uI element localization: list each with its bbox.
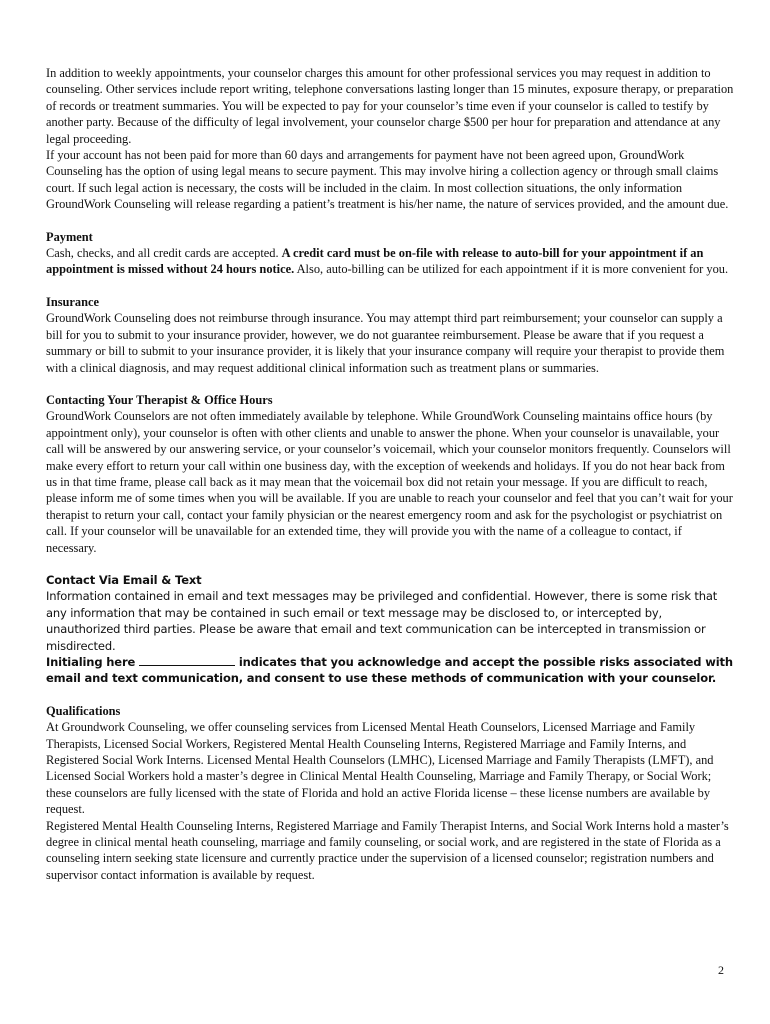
insurance-paragraph: GroundWork Counseling does not reimburse through insurance. You may attempt third part reimbursement; your counselor can supply a bill for you to submit to your insurance provider, however, we do not guarantee reimbursement. Please be aware that if you request a summary or bill to submit to your insurance provider, it is likely that your insurance company will require your therapist to provide them with a clinical diagnosis, and may request additional clinical information such as treatment plans or summaries. xyxy=(46,311,725,375)
payment-text-a: Cash, checks, and all credit cards are accepted. xyxy=(46,246,282,261)
page-number: 2 xyxy=(718,963,724,977)
email-initial-paragraph xyxy=(46,654,734,687)
email-heading: Contact Via Email & Text xyxy=(46,572,202,587)
initial-consent-text: indicates that you acknowledge and accept the possible risks associated with email and text communication, and consent to use these methods of communication with your counselor. xyxy=(46,655,733,686)
initial-blank-field[interactable] xyxy=(139,654,235,666)
contacting-paragraph: GroundWork Counselors are not often immediately available by telephone. While GroundWork Counseling maintains office hours (by appointment only), your counselor is often with other clients and unable to answer the phone. When your counselor is unavailable, your call will be answered by our answering service, or your counselor’s voicemail, which your counselor monitors frequently. Counselors will make every effort to return your call within one business day, with the exception of weekends and holidays. If you do not hear back from us in that time frame, please call back as it may mean that the voicemail box did not retain your message. If you are difficult to reach, please inform me of some times when you will be available. If you are unable to reach your counselor and feel that you can’t wait for your therapist to return your call, contact your family physician or the nearest emergency room and ask for the psychologist or psychiatrist on call. If your counselor will be unavailable for an extended time, they will provide you with the name of a colleague to contact, if necessary. xyxy=(46,409,733,555)
qualifications-paragraph-1: At Groundwork Counseling, we offer counseling services from Licensed Mental Heath Counselors, Licensed Marriage and Family Therapists, Licensed Social Workers, Registered Mental Health Counseling Interns, Registered Marriage and Family Interns, and Registered Social Work Interns. Licensed Mental Health Counselors (LMHC), Licensed Marriage and Family Therapists (LMFT), and Licensed Social Workers hold a master’s degree in Clinical Mental Health Counseling, Marriage and Family Therapy, or Social Work; these counselors are fully licensed with the state of Florida and hold an active Florida license – these license numbers are available by request. xyxy=(46,720,714,817)
payment-text-bold: A credit card must be on-file with release to auto-bill for your appointment if an appointment is missed without 24 hours notice. xyxy=(46,246,704,277)
fees-paragraph-1: In addition to weekly appointments, your counselor charges this amount for other professional services you may request in addition to counseling. Other services include report writing, telephone conversations lasting longer than 15 minutes, exposure therapy, or preparation of records or treatment summaries. You will be expected to pay for your counselor’s time even if your counselor is called to testify by another party. Because of the difficulty of legal involvement, your counselor charge $500 per hour for preparation and attendance at any legal proceeding. xyxy=(46,66,734,146)
payment-paragraph xyxy=(46,245,734,278)
initial-label: Initialing here xyxy=(46,655,139,669)
contacting-heading: Contacting Your Therapist & Office Hours xyxy=(46,392,273,407)
insurance-heading: Insurance xyxy=(46,294,100,309)
payment-heading: Payment xyxy=(46,229,93,244)
payment-text-b: Also, auto-billing can be utilized for each appointment if it is more convenient for you. xyxy=(294,262,729,277)
qualifications-paragraph-2: Registered Mental Health Counseling Interns, Registered Marriage and Family Therapist Interns, and Social Work Interns hold a master’s degree in clinical mental heath counseling, marriage and family counseling, or social work, and are registered in the state of Florida as a counseling intern seeking state licensure and currently practice under the supervision of a licensed counselor; registration numbers and supervisor contact information is available by request. xyxy=(46,818,729,882)
fees-paragraph-2: If your account has not been paid for more than 60 days and arrangements for payment have not been agreed upon, GroundWork Counseling has the option of using legal means to secure payment. This may involve hiring a collection agency or through small claims court. If such legal action is necessary, the costs will be included in the claim. In most collection situations, the only information GroundWork Counseling will release regarding a patient’s treatment is his/her name, the nature of services provided, and the amount due. xyxy=(46,148,729,212)
email-paragraph: Information contained in email and text messages may be privileged and confidential. However, there is some risk that any information that may be contained in such email or text message may be disclosed to, or intercepted by, unauthorized third parties. Please be aware that email and text communication can be intercepted in transmission or misdirected. xyxy=(46,589,718,653)
qualifications-heading: Qualifications xyxy=(46,703,121,718)
document-page xyxy=(46,65,734,883)
